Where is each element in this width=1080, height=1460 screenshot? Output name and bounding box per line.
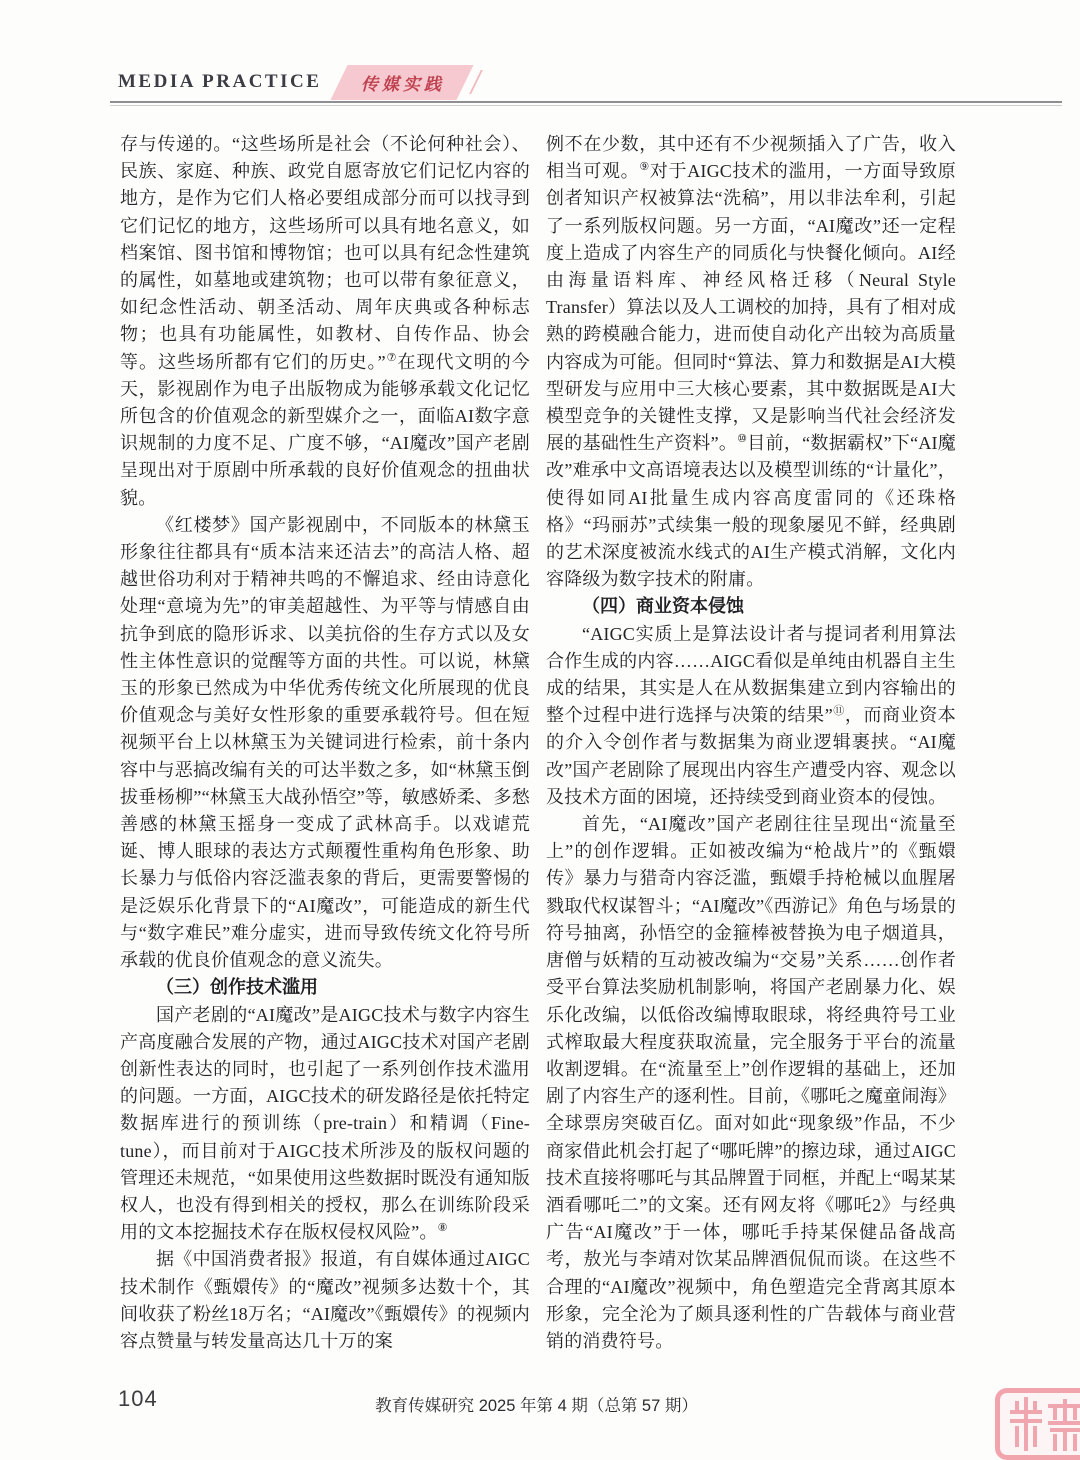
left-column (120, 131, 530, 1355)
page-number: 104 (118, 1386, 158, 1411)
page-footer (118, 1386, 955, 1416)
seal-watermark (995, 1388, 1080, 1460)
body-paragraph: 例不在少数，其中还有不少视频插入了广告，收入相当可观。⑨对于AIGC技术的滥用，一方面导致原创者知识产权被算法“洗稿”，用以非法牟利，引起了一系列版权问题。另一方面，“AI魔改”还一定程度上造成了内容生产的同质化与快餐化倾向。AI经由海量语料库、神经风格迁移（Neural Style Transfer）算法以及人工调校的加持，具有了相对成熟的跨模融合能力，进而使自动化产出较为高质量内容成为可能。但同时“算法、算力和数据是AI大模型研发与应用中三大核心要素，其中数据既是AI大模型竞争的关键性支撑，又是影响当代社会经济发展的基础性生产资料”。⑩目前，“数据霸权”下“AI魔改”难承中文高语境表达以及模型训练的“计量化”，使得如同AI批量生成内容高度雷同的《还珠格格》“玛丽苏”式续集一般的现象屡见不鲜，经典剧的艺术深度被流水线式的AI生产模式消解，文化内容降级为数字技术的附庸。 (546, 134, 957, 590)
footnote-marker: ⑪ (832, 705, 845, 718)
footnote-marker: ⑧ (437, 1222, 448, 1235)
journal-issue-info: 教育传媒研究 2025 年第 4 期（总第 57 期） (375, 1397, 698, 1415)
footnote-marker: ⑦ (385, 351, 398, 364)
body-paragraph: 国产老剧的“AI魔改”是AIGC技术与数字内容生产高度融合发展的产物，通过AIGC技术对国产老剧创新性表达的同时，也引起了一系列创作技术滥用的问题。一方面，AIGC技术的研发路径是依托特定数据库进行的预训练（pre-train）和精调（Fine-tune），而目前对于AIGC技术所涉及的版权问题的管理还未规范，“如果使用这些数据时既没有通知版权人，也没有得到相关的授权，那么在训练阶段采用的文本挖掘技术存在版权侵权风险”。⑧ (120, 1004, 530, 1243)
footnote-marker: ⑩ (737, 433, 748, 446)
body-paragraph: 据《中国消费者报》报道，有自媒体通过AIGC技术制作《甄嬛传》的“魔改”视频多达数十个，其间收获了粉丝18万名；“AI魔改”《甄嬛传》的视频内容点赞量与转发量高达几十万的案 (120, 1249, 530, 1351)
seal-script-glyphs (1003, 1397, 1080, 1455)
section-subheading: （三）创作技术滥用 (156, 977, 318, 998)
body-paragraph: 存与传递的。“这些场所是社会（不论何种社会）、民族、家庭、种族、政党自愿寄放它们记忆内容的地方，是作为它们人格必要组成部分而可以找寻到它们记忆的地方，这些场所可以具有地名意义，如档案馆、图书馆和博物馆；也可以具有纪念性建筑的属性，如墓地或建筑物；也可以带有象征意义，如纪念性活动、朝圣活动、周年庆典或各种标志物；也具有功能属性，如教材、自传作品、协会等。这些场所都有它们的历史。”⑦在现代文明的今天，影视剧作为电子出版物成为能够承载文化记忆所包含的价值观念的新型媒介之一，面临AI数字意识规制的力度不足、广度不够，“AI魔改”国产老剧呈现出对于原剧中所承载的良好价值观念的扭曲状貌。 (120, 134, 530, 508)
body-paragraph: 《红楼梦》国产影视剧中，不同版本的林黛玉形象往往都具有“质本洁来还洁去”的高洁人格、超越世俗功利对于精神共鸣的不懈追求、经由诗意化处理“意境为先”的审美超越性、为平等与情感自由抗争到底的隐形诉求、以美抗俗的生存方式以及女性主体性意识的觉醒等方面的共性。可以说，林黛玉的形象已然成为中华优秀传统文化所展现的优良价值观念与美好女性形象的重要承载符号。但在短视频平台上以林黛玉为关键词进行检索，前十条内容中与恶搞改编有关的可达半数之多，如“林黛玉倒拔垂杨柳”“林黛玉大战孙悟空”等，敏感娇柔、多愁善感的林黛玉摇身一变成了武林高手。以戏谑荒诞、博人眼球的表达方式颠覆性重构角色形象、助长暴力与低俗内容泛滥表象的背后，更需要警惕的是泛娱乐化背景下的“AI魔改”，可能造成的新生代与“数字难民”难分虚实，进而导致传统文化符号所承载的优良价值观念的意义流失。 (120, 514, 530, 971)
badge-slash-decoration (470, 70, 484, 94)
section-badge-background (331, 65, 474, 100)
body-paragraph: “AIGC实质上是算法设计者与提词者利用算法合作生成的内容……AIGC看似是单纯由机器自主生成的结果，其实是人在从数据集建立到内容输出的整个过程中进行选择与决策的结果”⑪，而商业资本的介入令创作者与数据集为商业逻辑裹挟。“AI魔改”国产老剧除了展现出内容生产遭受内容、观念以及技术方面的困境，还持续受到商业资本的侵蚀。 (546, 623, 956, 807)
journal-name-english: MEDIA PRACTICE (118, 71, 322, 92)
header-divider-rule (110, 101, 1062, 106)
article-body (120, 131, 956, 1355)
section-badge-label: 传媒实践 (361, 74, 446, 94)
footnote-marker: ⑨ (639, 161, 650, 174)
page-header (118, 66, 477, 98)
section-subheading: （四）商业资本侵蚀 (582, 596, 744, 617)
body-paragraph: 首先，“AI魔改”国产老剧往往呈现出“流量至上”的创作逻辑。正如被改编为“枪战片”的《甄嬛传》暴力与猎奇内容泛滥，甄嬛手持枪械以血腥屠戮取代权谋智斗；“AI魔改”《西游记》角色与场景的符号抽离，孙悟空的金箍棒被替换为电子烟道具，唐僧与妖精的互动被改编为“交易”关系……创作者受平台算法奖励机制影响，将国产老剧暴力化、娱乐化改编，以低俗改编博取眼球，将经典符号工业式榨取最大程度获取流量，完全服务于平台的流量收割逻辑。在“流量至上”创作逻辑的基础上，还加剧了内容生产的逐利性。目前，《哪吒之魔童闹海》全球票房突破百亿。面对如此“现象级”作品，不少商家借此机会打起了“哪吒牌”的擦边球，通过AIGC技术直接将哪吒与其品牌置于同框，并配上“喝某某酒看哪吒二”的文案。还有网友将《哪吒2》与经典广告“AI魔改”于一体，哪吒手持某保健品备战高考，敖光与李靖对饮某品牌酒侃侃而谈。在这些不合理的“AI魔改”视频中，角色塑造完全背离其原本形象，完全沦为了颇具逐利性的广告载体与商业营销的消费符号。 (546, 814, 956, 1351)
section-badge (339, 65, 477, 100)
right-column (546, 131, 956, 1355)
